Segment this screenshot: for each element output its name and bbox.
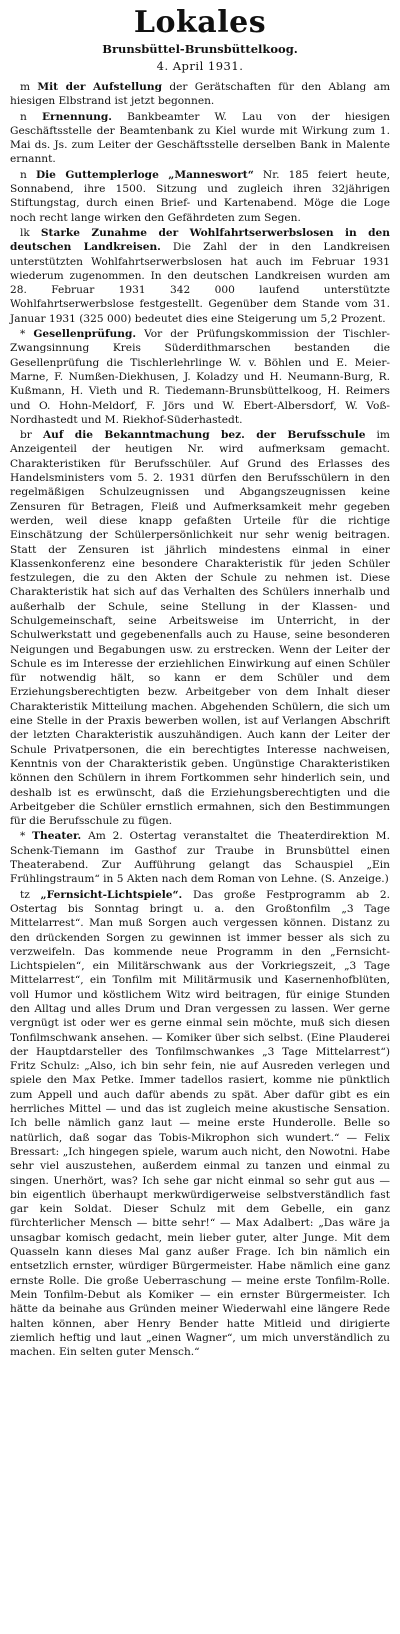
- article-gesellenpruefung: [10, 327, 390, 427]
- place-line: Brunsbüttel-Brunsbüttelkoog.: [102, 42, 298, 56]
- article-wohlfahrtserwerbslose: [10, 226, 390, 326]
- article-body: im Anzeigenteil der heutigen Nr. wird aufmerksam gemacht. Charakteristiken für Berufsschüler. Auf Grund des Erlasses des Handelsministers vom 5. 2. 1931 dürfen den Berufsschülern in den regelmäßigen Schulzeugnissen und Abgangszeugnissen keine Zensuren für Betragen, Fleiß und Aufmerksamkeit mehr gegeben werden, weil diese knapp gefaßten Urteile für die richtige Einschätzung der Schülerpersönlichkeit nur sehr wenig beitragen. Statt der Zensuren ist jährlich mindestens einmal in einer Klassenkonferenz eine besondere Charakteristik für jeden Schüler festzulegen, die zu den Akten der Schule zu nehmen ist. Diese Charakteristik hat sich auf das Verhalten des Schülers innerhalb und außerhalb der Schule, seine Stellung in der Klassen- und Schulgemeinschaft, seine Arbeitsweise im Unterricht, in der Schulwerkstatt und gegebenenfalls auch zu Hause, seine besonderen Neigungen und Begabungen usw. zu erstrecken. Wenn der Leiter der Schule es im Interesse der erziehlichen Einwirkung auf einen Schüler für notwendig hält, so kann er dem Schüler und dem Erziehungsberechtigten bezw. Arbeitgeber von dem Inhalt dieser Charakteristik Mitteilung machen. Abgehenden Schülern, die sich um eine Stelle in der Praxis bewerben wollen, ist auf Verlangen Abschrift der letzten Charakteristik auszuhändigen. Auch kann der Leiter der Schule Privatpersonen, die ein berechtigtes Interesse nachweisen, Kenntnis von der Charakteristik geben. Ungünstige Charakteristiken können den Schülern in ihrem Fortkommen sehr hinderlich sein, und deshalb ist es erwünscht, daß die Erziehungsberechtigten und die Arbeitgeber die Schüler ernstlich ermahnen, sich den Bestimmungen für die Berufsschule zu fügen.: [10, 429, 390, 828]
- article-aufstellung: [10, 80, 390, 109]
- article-body: Am 2. Ostertag veranstaltet die Theaterdirektion M. Schenk-Tiemann im Gasthof zur Traube in Brunsbüttel einen Theaterabend. Zur Aufführung gelangt das Schauspiel „Ein Frühlingstraum“ in 5 Akten nach dem Roman von Lehne. (S. Anzeige.): [10, 830, 390, 886]
- article-body: Bankbeamter W. Lau von der hiesigen Geschäftsstelle der Beamtenbank zu Kiel wurde mit Wirkung zum 1. Mai ds. Js. zum Leiter der Geschäftsstelle derselben Bank in Malente ernannt.: [10, 110, 390, 166]
- article-headline: „Fernsicht-Lichtspiele“.: [40, 888, 183, 901]
- article-mark: m: [20, 81, 31, 93]
- article-mark: n: [20, 168, 27, 181]
- article-headline: Gesellenprüfung.: [33, 328, 137, 341]
- article-body: der Gerätschaften für den Ablang am hiesigen Elbstrand ist jetzt begonnen.: [10, 81, 390, 108]
- section-title: Lokales: [133, 5, 267, 40]
- article-ernennung: [10, 110, 390, 167]
- date-line: 4. April 1931.: [156, 59, 244, 73]
- article-headline: Ernennung.: [41, 110, 112, 123]
- article-headline: Die Guttemplerloge „Manneswort“: [35, 168, 254, 181]
- section-header: [10, 6, 390, 74]
- article-headline: Starke Zunahme der Wohlfahrtserwerbslosen in den deutschen Landkreisen.: [10, 226, 390, 254]
- article-guttemplerloge: [10, 168, 390, 225]
- article-body: Das große Festprogramm ab 2. Ostertag bis Sonntag bringt u. a. den Großtonfilm „3 Tage Mittelarrest“. Man muß Sorgen auch vergessen können. Distanz zu den drückenden Sorgen zu gewinnen ist immer besser als sich zu verzweifeln. Das kommende neue Programm in den „Fernsicht-Lichtspielen“, ein Militärschwank aus der Vorkriegszeit, „3 Tage Mittelarrest“, ein Tonfilm mit Militärmusik und Kasernenhofblüten, voll Humor und köstlichem Witz wird beitragen, für einige Stunden den Alltag und alles Drum und Dran vergessen zu lassen. Wer gerne vergnügt ist oder wer es gerne einmal sein möchte, muß sich diesen Tonfilmschwank ansehen. — Komiker über sich selbst. (Eine Plauderei der Hauptdarsteller des Tonfilmschwankes „3 Tage Mittelarrest“) Fritz Schulz: „Also, ich bin sehr fein, nie auf Ausreden verlegen und spiele den Max Petke. Immer tadellos rasiert, komme nie pünktlich zum Appell und auch dafür abends zu spät. Aber dafür gibt es ein herrliches Mittel — und das ist zugleich meine akustische Sensation. Ich belle nämlich ganz laut — meine erste Hunderolle. Belle so natürlich, daß sogar das Tobis-Mikrophon sich wundert.“ — Felix Bressart: „Ich hingegen spiele, warum auch nicht, den Nowotni. Habe sehr viel auszustehen, außerdem einmal zu tanzen und einmal zu singen. Unerhört, was? Ich sehe gar nicht einmal so sehr gut aus — bin eigentlich überhaupt merkwürdigerweise selbstverständlich fast gar kein Soldat. Dieser Schulz mit dem Gebelle, ein ganz fürchterlicher Mensch — bitte sehr!“ — Max Adalbert: „Das wäre ja unsagbar komisch gedacht, mein lieber guter, alter Junge. Mit dem Quasseln kann dieses Mal ganz außer Frage. Ich bin nämlich ein entsetzlich ernster, würdiger Bürgermeister. Habe nämlich eine ganz ernste Rolle. Die große Ueberraschung — meine erste Tonfilm-Rolle. Mein Tonfilm-Debut als Komiker — ein ernster Bürgermeister. Ich hätte da beinahe aus Gründen meiner Wiederwahl eine längere Rede halten können, aber Henry Bender hatte Mitleid und dirigierte ziemlich heftig und laut „einen Wagner“, um mich unverständlich zu machen. Ein selten guter Mensch.“: [10, 888, 390, 1359]
- article-body: Vor der Prüfungskommission der Tischler-Zwangsinnung Kreis Süderdithmarschen bestanden die Gesellenprüfung die Tischlerlehrlinge W. v. Böhlen und E. Meier-Marne, F. Numßen-Diekhusen, J. Koladzy und H. Neumann-Burg, R. Kußmann, H. Vieth und R. Tiedemann-Brunsbüttelkoog, H. Reimers und O. Hohn-Meldorf, F. Jörs und W. Ebert-Albersdorf, W. Voß-Nordhastedt und M. Riekhof-Süderhastedt.: [10, 328, 391, 426]
- article-mark: tz: [20, 888, 30, 901]
- article-theater: [10, 829, 390, 886]
- article-headline: Auf die Bekanntmachung bez. der Berufsschule: [42, 429, 366, 442]
- article-mark: *: [20, 830, 26, 843]
- article-headline: Mit der Aufstellung: [37, 81, 162, 93]
- article-berufsschule: [10, 428, 390, 828]
- article-mark: *: [20, 328, 26, 341]
- article-mark: br: [20, 429, 32, 442]
- article-body: Nr. 185 feiert heute, Sonnabend, ihre 1500. Sitzung und zugleich ihren 32jährigen Stiftungstag, durch einen Brief- und Kartenabend. Möge die Loge noch recht lange wirken den Gefährdeten zum Segen.: [10, 168, 390, 224]
- article-body: Die Zahl der in den Landkreisen unterstützten Wohlfahrtserwerbslosen hat auch im Februar 1931 wiederum zugenommen. In den deutschen Landkreisen wurden am 28. Februar 1931 342 000 laufend unterstützte Wohlfahrtserwerbslose festgestellt. Gegenüber dem Stande vom 31. Januar 1931 (325 000) bedeutet dies eine Steigerung um 5,2 Prozent.: [10, 241, 390, 325]
- article-mark: lk: [20, 226, 30, 239]
- article-headline: Theater.: [32, 830, 82, 843]
- article-mark: n: [20, 110, 27, 123]
- article-fernsicht-lichtspiele: [10, 888, 390, 1360]
